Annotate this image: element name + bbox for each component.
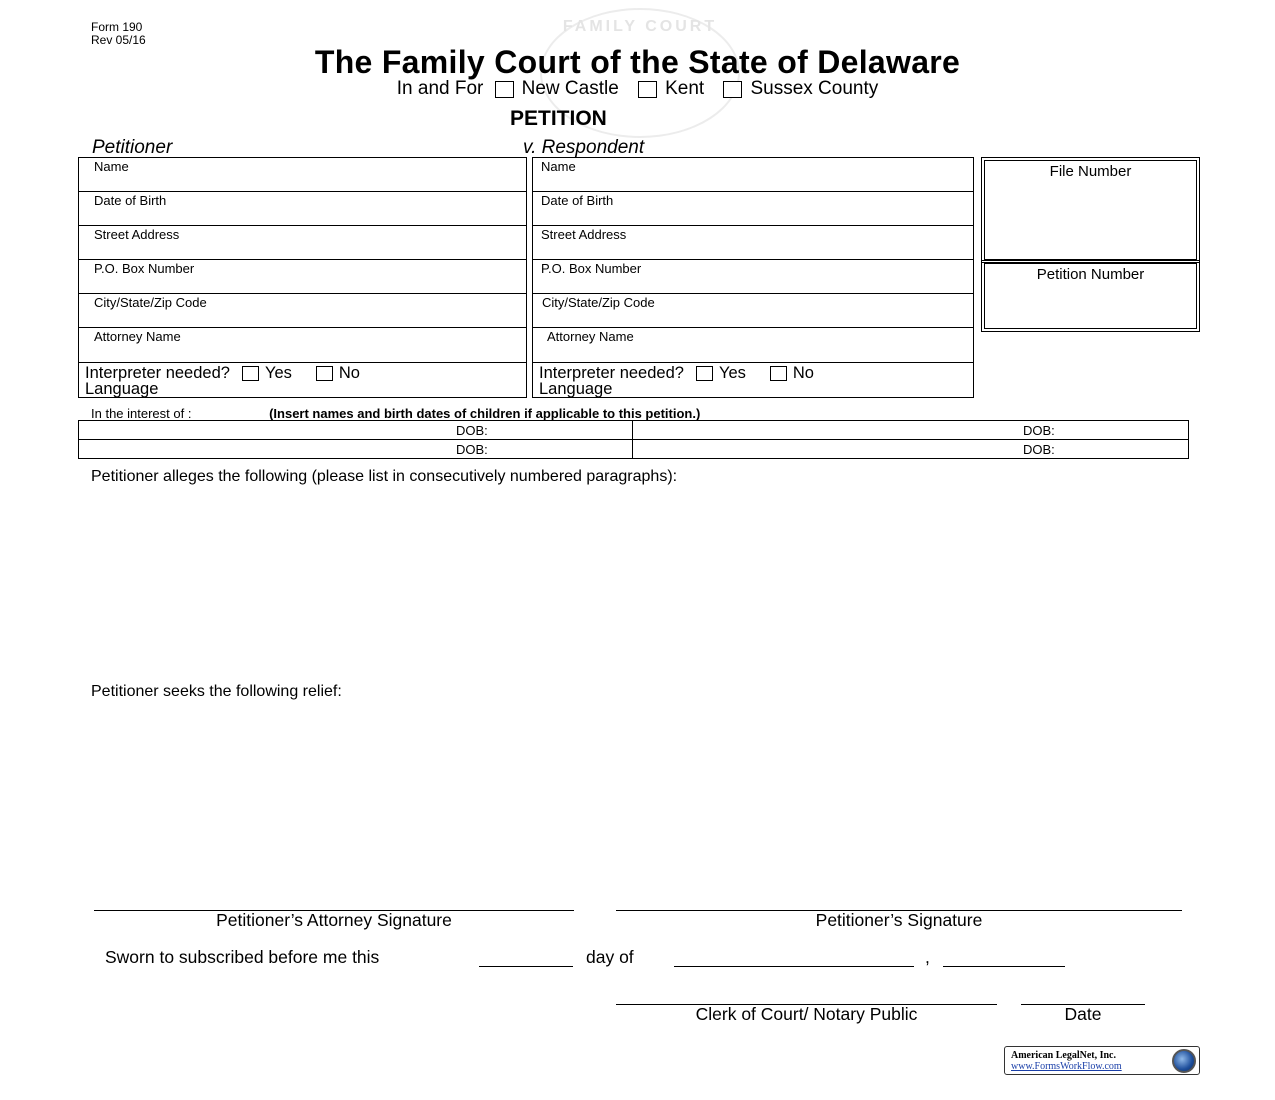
respondent-city-field[interactable] bbox=[533, 294, 973, 328]
vendor-badge[interactable] bbox=[1004, 1046, 1200, 1075]
field-label: P.O. Box Number bbox=[94, 261, 195, 276]
seal-text: FAMILY COURT bbox=[562, 18, 718, 35]
field-label: Date of Birth bbox=[94, 193, 167, 208]
children-interest-line bbox=[91, 406, 700, 421]
yes-label: Yes bbox=[264, 364, 292, 382]
date-label: Date bbox=[1064, 1004, 1102, 1024]
field-label: P.O. Box Number bbox=[541, 261, 642, 276]
clerk-signature-label: Clerk of Court/ Notary Public bbox=[695, 1004, 918, 1024]
field-label: Attorney Name bbox=[94, 329, 181, 344]
sussex-county-label: Sussex County bbox=[750, 78, 879, 99]
attorney-signature-label: Petitioner’s Attorney Signature bbox=[216, 910, 452, 930]
respondent-po-box-field[interactable] bbox=[533, 260, 973, 294]
field-label: City/State/Zip Code bbox=[542, 295, 655, 310]
sworn-month-blank[interactable] bbox=[674, 948, 914, 967]
form-revision: Rev 05/16 bbox=[91, 33, 146, 47]
field-label: Attorney Name bbox=[547, 329, 634, 344]
table-row bbox=[79, 440, 1189, 459]
petitioner-heading: Petitioner bbox=[92, 137, 173, 158]
petitioner-signature-label: Petitioner’s Signature bbox=[815, 910, 983, 930]
petition-number-label: Petition Number bbox=[984, 263, 1197, 329]
form-number: Form 190 bbox=[91, 20, 143, 34]
new-castle-label: New Castle bbox=[521, 78, 619, 99]
field-label: Name bbox=[541, 159, 576, 174]
respondent-interpreter-no-checkbox[interactable] bbox=[770, 366, 787, 381]
allegations-label: Petitioner alleges the following (please list in consecutively numbered paragraphs): bbox=[91, 468, 678, 485]
field-label: Street Address bbox=[541, 227, 627, 242]
relief-text-area[interactable] bbox=[91, 705, 1191, 895]
petitioner-dob-field[interactable] bbox=[79, 192, 526, 226]
new-castle-checkbox[interactable] bbox=[495, 81, 514, 98]
vendor-name: American LegalNet, Inc. bbox=[1011, 1050, 1116, 1061]
child-3-cell[interactable] bbox=[79, 440, 633, 459]
petitioner-info-box bbox=[78, 157, 527, 398]
petitioner-interpreter-row bbox=[79, 363, 526, 397]
document-title: PETITION bbox=[510, 107, 607, 130]
respondent-interpreter-yes-checkbox[interactable] bbox=[696, 366, 713, 381]
county-selector bbox=[0, 78, 1275, 100]
relief-label: Petitioner seeks the following relief: bbox=[91, 683, 342, 700]
petitioner-interpreter-no-checkbox[interactable] bbox=[316, 366, 333, 381]
dob-label: DOB: bbox=[1023, 422, 1055, 438]
children-table bbox=[78, 420, 1189, 459]
petitioner-attorney-field[interactable] bbox=[79, 328, 526, 363]
sworn-day-blank[interactable] bbox=[479, 948, 573, 967]
field-label: City/State/Zip Code bbox=[94, 295, 207, 310]
day-of-label: day of bbox=[586, 947, 634, 967]
sworn-text: Sworn to subscribed before me this bbox=[105, 947, 380, 967]
petitioner-interpreter-yes-checkbox[interactable] bbox=[242, 366, 259, 381]
interpreter-label: Interpreter needed? bbox=[539, 364, 684, 382]
no-label: No bbox=[792, 364, 814, 382]
language-label[interactable]: Language bbox=[85, 380, 159, 399]
court-title: The Family Court of the State of Delaware bbox=[314, 44, 961, 80]
comma-separator: , bbox=[925, 947, 930, 967]
child-1-cell[interactable] bbox=[79, 421, 633, 440]
children-instruction: (Insert names and birth dates of children if applicable to this petition.) bbox=[269, 406, 701, 421]
file-number-box[interactable] bbox=[981, 157, 1200, 263]
field-label: Date of Birth bbox=[541, 193, 614, 208]
petitioner-po-box-field[interactable] bbox=[79, 260, 526, 294]
petition-number-box[interactable] bbox=[981, 260, 1200, 332]
respondent-heading: v. Respondent bbox=[523, 137, 645, 158]
respondent-dob-field[interactable] bbox=[533, 192, 973, 226]
file-number-label: File Number bbox=[984, 160, 1197, 260]
petitioner-city-field[interactable] bbox=[79, 294, 526, 328]
sworn-year-blank[interactable] bbox=[943, 948, 1065, 967]
sussex-county-checkbox[interactable] bbox=[723, 81, 742, 98]
respondent-street-field[interactable] bbox=[533, 226, 973, 260]
language-label[interactable]: Language bbox=[539, 380, 613, 399]
dob-label: DOB: bbox=[456, 441, 488, 457]
respondent-name-field[interactable] bbox=[533, 158, 973, 192]
child-4-cell[interactable] bbox=[633, 440, 1189, 459]
field-label: Name bbox=[94, 159, 129, 174]
in-and-for-label: In and For bbox=[396, 78, 484, 99]
allegations-text-area[interactable] bbox=[91, 490, 1191, 670]
interpreter-label: Interpreter needed? bbox=[85, 364, 230, 382]
petitioner-name-field[interactable] bbox=[79, 158, 526, 192]
no-label: No bbox=[338, 364, 360, 382]
child-2-cell[interactable] bbox=[633, 421, 1189, 440]
globe-icon bbox=[1172, 1049, 1196, 1073]
kent-label: Kent bbox=[665, 78, 705, 99]
dob-label: DOB: bbox=[1023, 441, 1055, 457]
yes-label: Yes bbox=[718, 364, 746, 382]
vendor-url[interactable]: www.FormsWorkFlow.com bbox=[1011, 1061, 1122, 1072]
dob-label: DOB: bbox=[456, 422, 488, 438]
interest-label: In the interest of : bbox=[91, 406, 192, 421]
respondent-attorney-field[interactable] bbox=[533, 328, 973, 363]
respondent-interpreter-row bbox=[533, 363, 973, 397]
petitioner-street-field[interactable] bbox=[79, 226, 526, 260]
table-row bbox=[79, 421, 1189, 440]
field-label: Street Address bbox=[94, 227, 180, 242]
kent-checkbox[interactable] bbox=[638, 81, 657, 98]
respondent-info-box bbox=[532, 157, 974, 398]
